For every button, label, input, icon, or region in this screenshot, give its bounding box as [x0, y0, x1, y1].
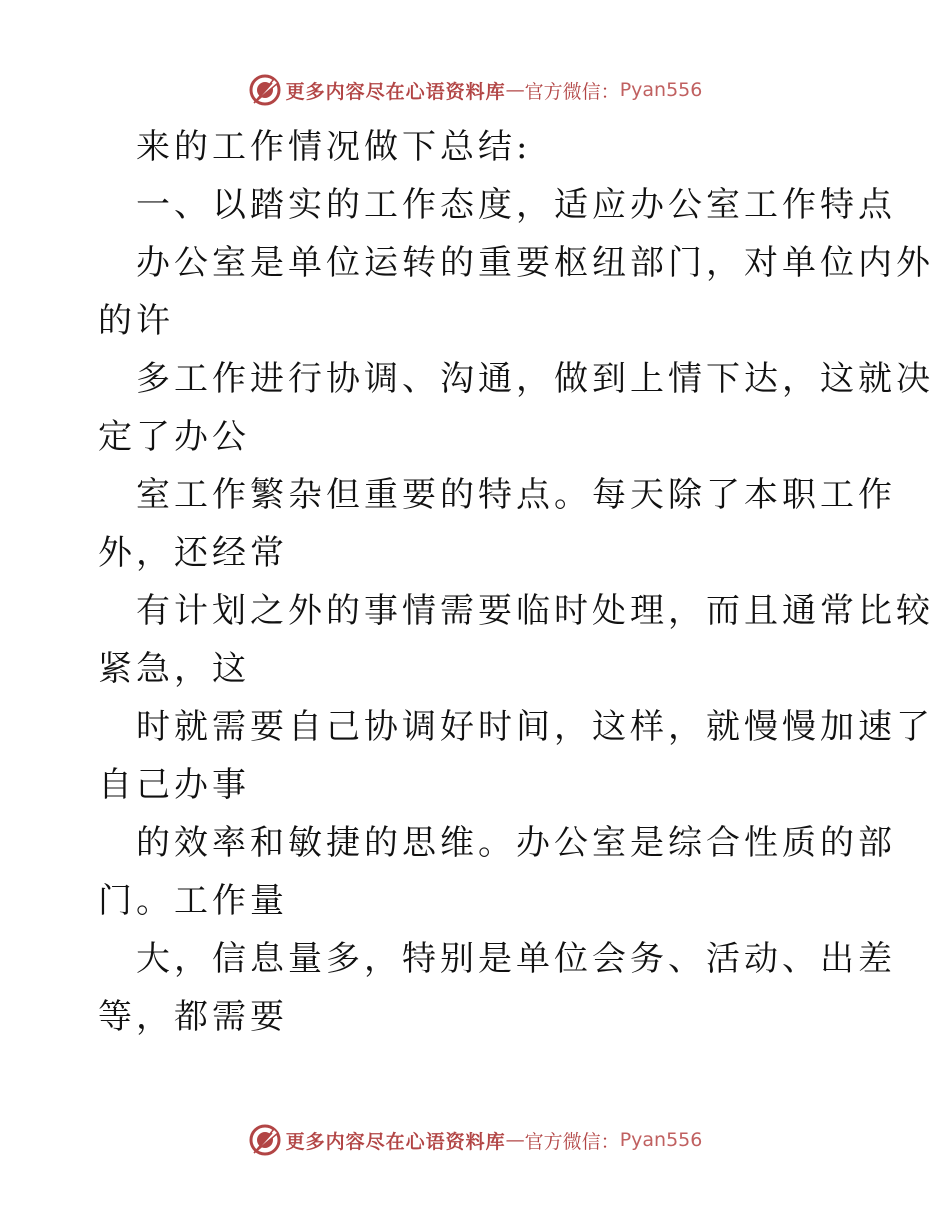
body-line: 办公室是单位运转的重要枢纽部门，对单位内外	[136, 243, 934, 283]
watermark-wechat-id: Pyan556	[619, 1129, 703, 1151]
body-line: 大，信息量多，特别是单位会务、活动、出差	[136, 939, 896, 979]
body-line: 门。工作量	[98, 881, 288, 921]
footer-watermark	[0, 1120, 950, 1160]
quill-logo-icon	[248, 73, 282, 107]
watermark-dash: —	[505, 1129, 525, 1151]
body-line: 的效率和敏捷的思维。办公室是综合性质的部	[136, 823, 896, 863]
quill-logo-icon	[248, 1123, 282, 1157]
body-line: 时就需要自己协调好时间，这样，就慢慢加速了	[136, 707, 934, 747]
body-line: 等，都需要	[98, 997, 288, 1037]
watermark-wechat-id: Pyan556	[619, 79, 703, 101]
header-watermark	[0, 70, 950, 110]
watermark-dash: —	[505, 79, 525, 101]
watermark-site-name: 更多内容尽在心语资料库	[285, 80, 506, 103]
body-line: 有计划之外的事情需要临时处理，而且通常比较	[136, 591, 934, 631]
watermark-site-name: 更多内容尽在心语资料库	[285, 1130, 506, 1153]
body-line: 室工作繁杂但重要的特点。每天除了本职工作	[136, 475, 896, 515]
body-line: 外，还经常	[98, 533, 288, 573]
watermark-wechat-label: 官方微信：	[524, 80, 620, 103]
body-line: 紧急，这	[98, 649, 250, 689]
body-line: 的许	[98, 301, 174, 341]
watermark-wechat-label: 官方微信：	[524, 1130, 620, 1153]
body-line: 定了办公	[98, 417, 250, 457]
body-line: 自己办事	[98, 765, 250, 805]
body-line: 一、以踏实的工作态度，适应办公室工作特点	[136, 185, 896, 225]
body-line: 来的工作情况做下总结:	[136, 127, 532, 167]
body-line: 多工作进行协调、沟通，做到上情下达，这就决	[136, 359, 934, 399]
